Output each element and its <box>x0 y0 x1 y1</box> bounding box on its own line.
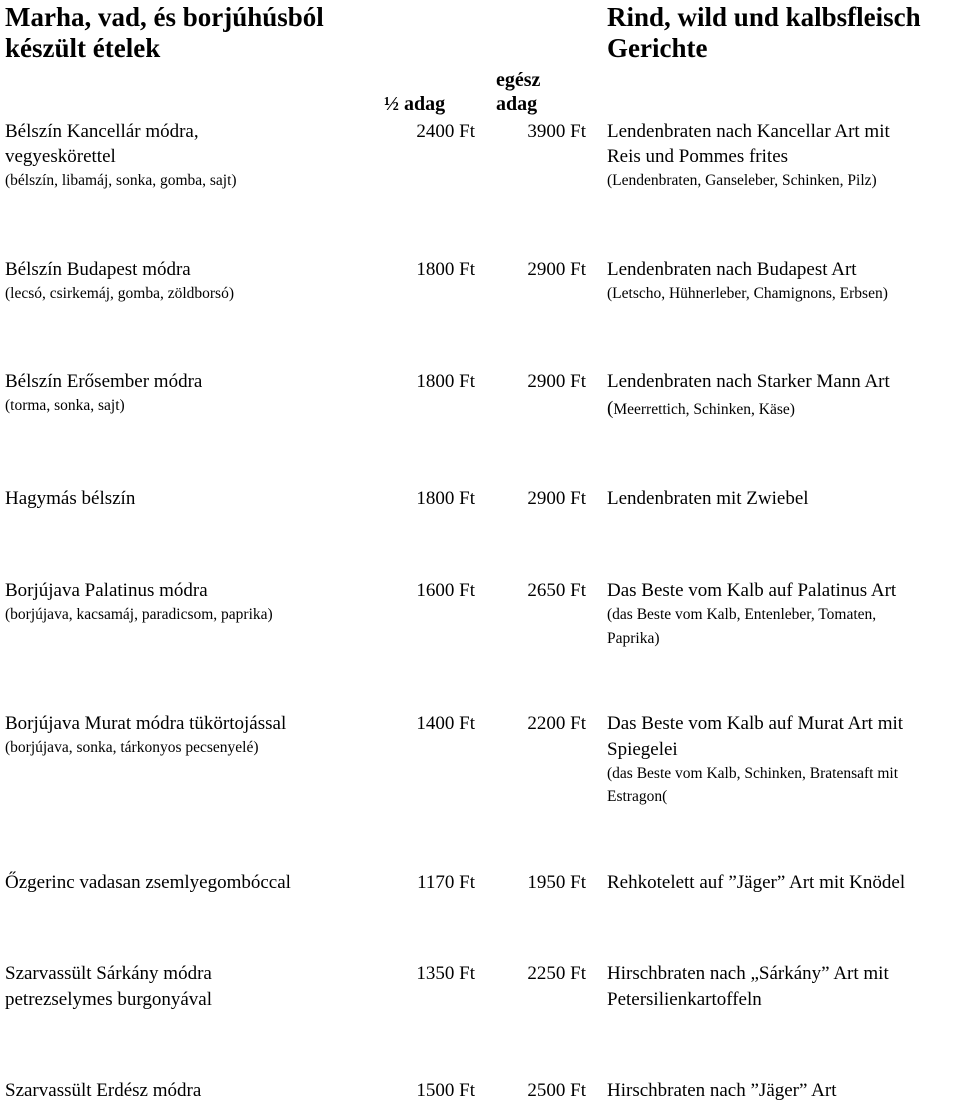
item-desc-de-text: Meerrettich, Schinken, Käse) <box>613 401 795 418</box>
item-name-de: Lendenbraten mit Zwiebel <box>607 488 809 509</box>
title-de-line1: Rind, wild und kalbsfleisch <box>607 2 921 32</box>
item-name-hu: Szarvassült Erdész módra <box>5 1080 202 1101</box>
item-name-de: Das Beste vom Kalb auf Palatinus Art <box>607 580 897 601</box>
item-desc-de <box>607 397 795 421</box>
item-name-de: Lendenbraten nach Starker Mann Art <box>607 371 890 392</box>
column-whole-portion-line1: egész <box>496 69 541 91</box>
column-whole-portion-line2: adag <box>496 93 538 115</box>
item-name-hu: Őzgerinc vadasan zsemlyegombóccal <box>5 872 291 893</box>
item-name-de: Hirschbraten nach „Sárkány” Art mit <box>607 963 889 984</box>
price-whole: 2500 Ft <box>527 1080 586 1101</box>
item-desc-de: (Lendenbraten, Ganseleber, Schinken, Pilz) <box>607 172 877 189</box>
item-desc-de-line2: Estragon( <box>607 788 668 805</box>
item-name-hu-line2: vegyeskörettel <box>5 146 116 167</box>
price-half: 1800 Ft <box>416 371 475 392</box>
item-desc-de: (das Beste vom Kalb, Schinken, Bratensaft mit <box>607 765 898 782</box>
price-half: 2400 Ft <box>416 121 475 142</box>
item-name-de: Hirschbraten nach ”Jäger” Art <box>607 1080 837 1101</box>
price-half: 1800 Ft <box>416 488 475 509</box>
price-whole: 2200 Ft <box>527 713 586 734</box>
item-name-de: Lendenbraten nach Budapest Art <box>607 259 857 280</box>
price-whole: 2250 Ft <box>527 963 586 984</box>
item-name-hu: Szarvassült Sárkány módra <box>5 963 212 984</box>
item-name-de-line2: Petersilienkartoffeln <box>607 989 762 1010</box>
price-half: 1600 Ft <box>416 580 475 601</box>
price-half: 1170 Ft <box>417 872 475 893</box>
column-half-portion: ½ adag <box>384 93 446 115</box>
price-whole: 3900 Ft <box>527 121 586 142</box>
item-name-hu: Borjújava Palatinus módra <box>5 580 208 601</box>
price-half: 1350 Ft <box>416 963 475 984</box>
item-desc-de: (Letscho, Hühnerleber, Chamignons, Erbsen) <box>607 285 888 302</box>
item-desc-de-line2: Paprika) <box>607 630 660 647</box>
item-name-hu: Bélszín Erősember módra <box>5 371 203 392</box>
item-desc-hu: (lecsó, csirkemáj, gomba, zöldborsó) <box>5 285 234 302</box>
item-name-hu: Hagymás bélszín <box>5 488 136 509</box>
item-desc-hu: (torma, sonka, sajt) <box>5 397 125 414</box>
price-half: 1500 Ft <box>416 1080 475 1101</box>
title-hu-line2: készült ételek <box>5 33 161 63</box>
price-whole: 2900 Ft <box>527 371 586 392</box>
item-name-de-line2: Reis und Pommes frites <box>607 146 789 167</box>
item-name-hu: Bélszín Kancellár módra, <box>5 121 199 142</box>
item-name-de: Das Beste vom Kalb auf Murat Art mit <box>607 713 904 734</box>
price-half: 1800 Ft <box>416 259 475 280</box>
item-desc-hu: (bélszín, libamáj, sonka, gomba, sajt) <box>5 172 237 189</box>
item-name-hu: Borjújava Murat módra tükörtojással <box>5 713 287 734</box>
title-de-line2: Gerichte <box>607 33 708 63</box>
price-whole: 2900 Ft <box>527 259 586 280</box>
item-desc-hu: (borjújava, kacsamáj, paradicsom, paprika) <box>5 606 273 623</box>
price-whole: 1950 Ft <box>527 872 586 893</box>
item-desc-hu: (borjújava, sonka, tárkonyos pecsenyelé) <box>5 739 259 756</box>
price-whole: 2900 Ft <box>527 488 586 509</box>
price-whole: 2650 Ft <box>527 580 586 601</box>
price-half: 1400 Ft <box>416 713 475 734</box>
item-desc-de-paren: ( <box>607 398 614 419</box>
item-name-de-line2: Spiegelei <box>607 739 678 760</box>
title-hu-line1: Marha, vad, és borjúhúsból <box>5 2 324 32</box>
item-desc-de: (das Beste vom Kalb, Entenleber, Tomaten, <box>607 606 877 623</box>
item-name-hu: Bélszín Budapest módra <box>5 259 191 280</box>
item-name-de: Rehkotelett auf ”Jäger” Art mit Knödel <box>607 872 906 893</box>
item-name-de: Lendenbraten nach Kancellar Art mit <box>607 121 890 142</box>
item-name-hu-line2: petrezselymes burgonyával <box>5 989 212 1010</box>
